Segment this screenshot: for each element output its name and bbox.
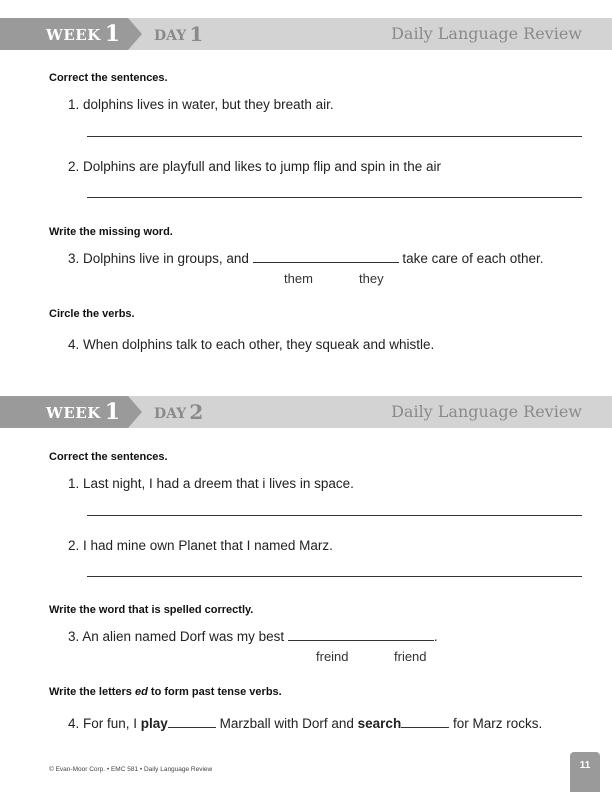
- day1-banner: [0, 18, 612, 50]
- question-2: 2. Dolphins are playfull and likes to jump flip and spin in the air: [68, 159, 441, 174]
- choice-word[interactable]: they: [359, 271, 384, 286]
- choice-word[interactable]: friend: [394, 649, 427, 664]
- week-label: WEEK 1: [46, 21, 121, 47]
- banner-title: Daily Language Review: [391, 24, 582, 43]
- page-number: 11: [570, 752, 600, 792]
- instruction: Correct the sentences.: [49, 451, 168, 463]
- instruction: Correct the sentences.: [49, 72, 168, 84]
- question-2: 2. I had mine own Planet that I named Marz.: [68, 538, 333, 553]
- day-label: DAY 2: [154, 400, 204, 424]
- answer-line[interactable]: [87, 515, 582, 516]
- fill-blank[interactable]: [401, 715, 449, 728]
- fill-blank[interactable]: [253, 250, 399, 263]
- answer-line[interactable]: [87, 576, 582, 577]
- question-4: 4. When dolphins talk to each other, they squeak and whistle.: [68, 337, 435, 352]
- instruction: Write the letters ed to form past tense verbs.: [49, 686, 282, 698]
- answer-line[interactable]: [87, 136, 582, 137]
- answer-line[interactable]: [87, 197, 582, 198]
- question-3: 3. An alien named Dorf was my best .: [68, 629, 438, 644]
- choice-word[interactable]: them: [284, 271, 313, 286]
- banner-title: Daily Language Review: [391, 402, 582, 421]
- question-3: 3. Dolphins live in groups, and take care of each other.: [68, 251, 544, 266]
- question-4: 4. For fun, I play Marzball with Dorf and search for Marz rocks.: [68, 716, 543, 731]
- instruction: Write the word that is spelled correctly.: [49, 604, 254, 616]
- day-label: DAY 1: [154, 22, 204, 46]
- choice-word[interactable]: freind: [316, 649, 349, 664]
- fill-blank[interactable]: [288, 628, 434, 641]
- fill-blank[interactable]: [168, 715, 216, 728]
- instruction: Write the missing word.: [49, 226, 173, 238]
- day2-banner: [0, 396, 612, 428]
- footer-credit: © Evan-Moor Corp. • EMC 581 • Daily Language Review: [49, 766, 213, 773]
- instruction: Circle the verbs.: [49, 308, 135, 320]
- week-label: WEEK 1: [46, 399, 121, 425]
- question-1: 1. dolphins lives in water, but they breath air.: [68, 97, 334, 112]
- question-1: 1. Last night, I had a dreem that i lives in space.: [68, 476, 354, 491]
